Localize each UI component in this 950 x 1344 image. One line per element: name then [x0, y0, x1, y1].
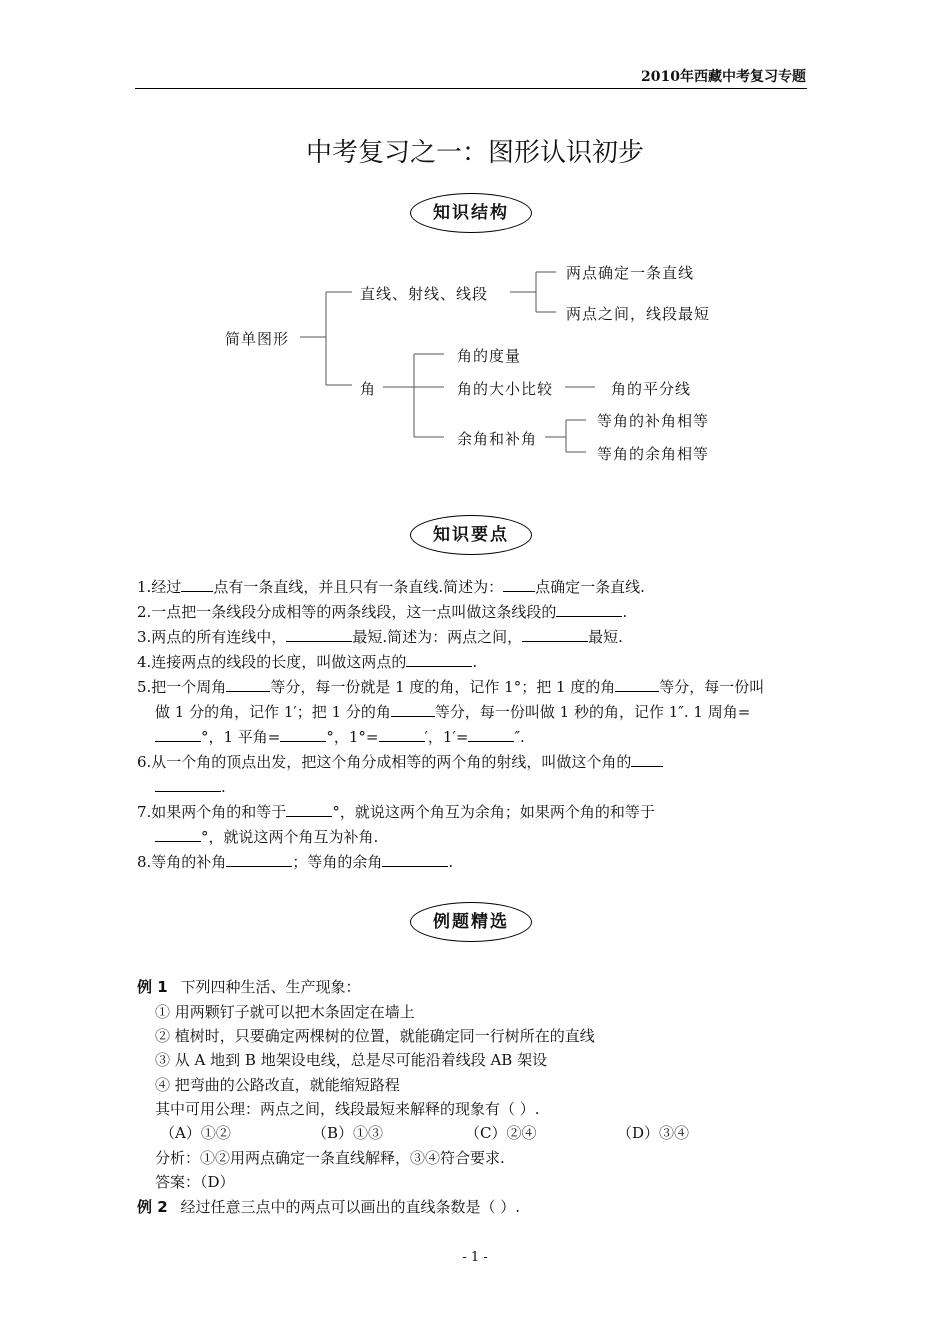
blank [522, 627, 588, 642]
point-3 [137, 627, 623, 647]
example-1-question: 其中可用公理：两点之间，线段最短来解释的现象有（ ）. [155, 1100, 540, 1118]
point-5-line-3 [155, 727, 525, 747]
tree-leaf-complement: 余角和补角 [457, 430, 538, 448]
tree-branch-lines: 直线、射线、线段 [360, 285, 489, 303]
example-2-heading [137, 1196, 520, 1217]
page-number: - 1 - [462, 1250, 488, 1265]
point-5-text-e: 等分，每一份叫做 1 秒的角，记作 1″. 1 周角= [434, 703, 751, 721]
blank [286, 802, 332, 817]
example-1-option-c: （C）②④ [465, 1124, 537, 1142]
point-4 [137, 652, 477, 672]
point-3-text-a: 3.两点的所有连线中， [137, 628, 287, 646]
point-7-text-a: 7.如果两个角的和等于 [137, 803, 287, 821]
example-1-option-d: （D）③④ [617, 1124, 690, 1142]
blank [468, 727, 514, 742]
example-1-option-a: （A）①② [160, 1124, 231, 1142]
example-1-label: 例 1 [137, 978, 168, 996]
tree-leaf-angle-measure: 角的度量 [457, 347, 522, 365]
point-3-text-c: 最短. [588, 628, 623, 646]
point-7-line-1 [137, 802, 655, 822]
section-title-examples: 例题精选 [433, 912, 509, 932]
blank [226, 677, 270, 692]
blank [556, 602, 622, 617]
example-1-item-1: ① 用两颗钉子就可以把木条固定在墙上 [155, 1003, 415, 1021]
section-title-points: 知识要点 [433, 525, 509, 545]
tree-root: 简单图形 [225, 330, 290, 348]
blank [631, 752, 663, 767]
page-header: 2010年西藏中考复习专题 [641, 69, 806, 85]
blank [226, 852, 292, 867]
point-5-text-d: 做 1 分的角，记作 1′；把 1 分的角 [155, 703, 391, 721]
point-8-text-c: . [448, 853, 454, 871]
point-1-text-c: 点确定一条直线. [535, 578, 645, 596]
blank [155, 777, 221, 792]
section-oval-points [410, 515, 532, 555]
point-5-text-h: ′，1′= [424, 728, 469, 746]
point-1-text-b: 点有一条直线，并且只有一条直线.简述为： [213, 578, 504, 596]
point-5-text-i: ″. [514, 728, 525, 746]
point-5-text-c: 等分，每一份叫 [659, 678, 765, 696]
tree-leaf-two-points-line: 两点确定一条直线 [566, 264, 695, 282]
point-3-text-b: 最短.简述为：两点之间， [352, 628, 523, 646]
point-5-text-g: °，1°= [326, 728, 379, 746]
point-5-text-f: °，1 平角= [201, 728, 281, 746]
blank [286, 627, 352, 642]
blank [155, 827, 201, 842]
point-4-text-b: . [472, 653, 478, 671]
document-title: 中考复习之一：图形认识初步 [305, 138, 644, 168]
point-5-line-1 [137, 677, 764, 697]
tree-leaf-equal-complement: 等角的余角相等 [597, 445, 710, 463]
example-1-heading [137, 976, 360, 997]
point-6-text-a: 6.从一个角的顶点出发，把这个角分成相等的两个角的射线，叫做这个角的 [137, 753, 632, 771]
point-2 [137, 602, 627, 622]
point-7-line-2 [155, 827, 378, 847]
section-oval-structure [410, 193, 532, 233]
tree-leaf-shortest-segment: 两点之间，线段最短 [566, 305, 711, 323]
point-7-text-c: °，就说这两个角互为补角. [201, 828, 379, 846]
blank [379, 727, 425, 742]
example-2-label: 例 2 [137, 1198, 168, 1216]
blank [181, 577, 213, 592]
blank [615, 677, 659, 692]
point-6-line-1 [137, 752, 663, 772]
point-2-text-a: 2.一点把一条线段分成相等的两条线段，这一点叫做这条线段的 [137, 603, 557, 621]
header-rule [135, 88, 807, 89]
example-1-item-3: ③ 从 A 地到 B 地架设电线，总是尽可能沿着线段 AB 架设 [155, 1051, 548, 1069]
blank [503, 577, 535, 592]
example-1-answer: 答案：（D） [155, 1173, 235, 1191]
blank [155, 727, 201, 742]
point-7-text-b: °，就说这两个角互为余角；如果两个角的和等于 [332, 803, 655, 821]
tree-leaf-equal-supplement: 等角的补角相等 [597, 412, 710, 430]
blank [280, 727, 326, 742]
point-4-text-a: 4.连接两点的线段的长度，叫做这两点的 [137, 653, 407, 671]
knowledge-tree [0, 240, 950, 480]
tree-branch-angle: 角 [360, 380, 377, 398]
point-8-text-b: ；等角的余角 [292, 853, 383, 871]
point-2-text-b: . [622, 603, 628, 621]
point-5-text-a: 5.把一个周角 [137, 678, 227, 696]
blank [382, 852, 448, 867]
example-1-option-b: （B）①③ [312, 1124, 384, 1142]
blank [391, 702, 435, 717]
point-6-line-2 [155, 777, 226, 797]
point-5-line-2 [155, 702, 750, 722]
point-5-text-b: 等分，每一份就是 1 度的角，记作 1°；把 1 度的角 [270, 678, 616, 696]
point-8 [137, 852, 453, 872]
example-1-item-2: ② 植树时，只要确定两棵树的位置，就能确定同一行树所在的直线 [155, 1027, 595, 1045]
example-1-text: 下列四种生活、生产现象： [180, 978, 361, 996]
point-1-text-a: 1.经过 [137, 578, 182, 596]
section-title-structure: 知识结构 [433, 203, 509, 223]
point-1 [137, 577, 645, 597]
point-8-text-a: 8.等角的补角 [137, 853, 227, 871]
section-oval-examples [410, 902, 532, 942]
point-6-text-b: . [221, 778, 226, 796]
tree-leaf-bisector: 角的平分线 [611, 380, 692, 398]
tree-leaf-angle-compare: 角的大小比较 [457, 380, 554, 398]
example-1-item-4: ④ 把弯曲的公路改直，就能缩短路程 [155, 1076, 400, 1094]
example-1-analysis: 分析：①②用两点确定一条直线解释，③④符合要求. [155, 1149, 505, 1167]
example-2-text: 经过任意三点中的两点可以画出的直线条数是（ ）. [180, 1198, 520, 1216]
blank [406, 652, 472, 667]
